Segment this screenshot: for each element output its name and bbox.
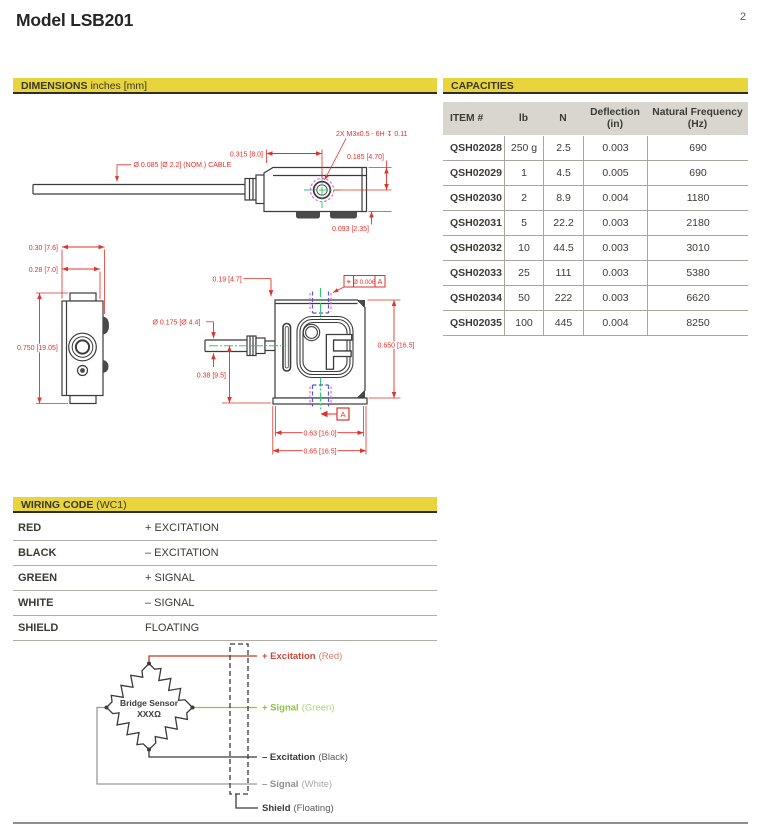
excitation-pos-wire: [149, 656, 257, 664]
wiring-section-header: [13, 497, 437, 513]
signal-pos-label: + Signal (Green): [262, 702, 335, 714]
wiring-header-label: WIRING CODE: [21, 499, 94, 511]
wire-function: + SIGNAL: [145, 571, 195, 584]
excitation-neg-label: – Excitation (Black): [262, 752, 348, 763]
dim-label-0750: 0.750 [19.05]: [17, 345, 58, 352]
cell-item: QSH02028: [450, 142, 502, 154]
wire-color: SHIELD: [18, 621, 59, 634]
excitation-neg-wire: [149, 750, 257, 758]
fcf-tolerance-value: Ø 0.006: [352, 278, 376, 286]
dim-label-0093: 0.093 [2.35]: [332, 226, 369, 233]
wiring-row: [13, 616, 437, 641]
cell-item: QSH02030: [450, 192, 502, 204]
dim-label-0175: Ø 0.175 [Ø 4.4]: [152, 319, 201, 327]
dim-label-065: 0.65 [16.5]: [303, 448, 337, 456]
table-row: QSH02032 10 44.5 0.003 3010: [443, 236, 748, 261]
futek-logo-letter: F: [323, 324, 354, 380]
dim-label-030: 0.30 [7.6]: [28, 244, 58, 252]
wiring-row: [13, 566, 437, 591]
wiring-row: [13, 541, 437, 566]
capacities-section-header: [443, 78, 748, 94]
wire-color: BLACK: [18, 546, 57, 559]
page-title: Model LSB201: [16, 10, 134, 30]
bridge-circuit-diagram: [13, 640, 437, 820]
column-header-frequency: Natural Frequency (Hz): [652, 106, 743, 130]
wire-function: – EXCITATION: [145, 546, 219, 559]
cell-item: QSH02031: [450, 217, 502, 229]
signal-neg-label: – Signal (White): [262, 779, 333, 790]
dim-label-0650: 0.650 [16.5]: [377, 342, 415, 350]
cell-item: QSH02032: [450, 242, 502, 254]
dim-label-019: 0.19 [4.7]: [212, 276, 242, 284]
bridge-ohms-label: XXXΩ: [137, 709, 161, 719]
datum-flag: [321, 408, 350, 420]
capacities-table: [443, 102, 748, 336]
table-row: QSH02034 50 222 0.003 6620: [443, 286, 748, 311]
dim-label-038: 0.38 [9.5]: [196, 372, 226, 380]
table-row: QSH02030 2 8.9 0.004 1180: [443, 186, 748, 211]
cell-item: QSH02035: [450, 317, 502, 329]
wiring-table: [13, 516, 437, 641]
shield-label: Shield (Floating): [262, 803, 334, 814]
dim-label-0315: 0.315 [8.0]: [229, 151, 263, 159]
bridge-sensor-label: Bridge Sensor: [119, 698, 179, 708]
column-header-deflection: Deflection (in): [590, 106, 640, 130]
end-view: [17, 245, 109, 404]
feature-control-frame: [333, 276, 385, 293]
top-view: [33, 130, 408, 233]
page-number: 2: [739, 11, 746, 23]
page-bottom-rule: [13, 822, 748, 824]
cell-item: QSH02029: [450, 167, 502, 179]
cable-shield-boundary: [230, 644, 248, 794]
wiring-row: [13, 591, 437, 616]
table-row: QSH02035 100 445 0.004 8250: [443, 311, 748, 336]
table-row: QSH02033 25 111 0.003 5380: [443, 261, 748, 286]
cell-item: QSH02034: [450, 292, 502, 304]
capacities-header-label: CAPACITIES: [451, 80, 514, 92]
table-row: QSH02031 5 22.2 0.003 2180: [443, 211, 748, 236]
wire-function: FLOATING: [145, 621, 200, 634]
column-header-item: ITEM #: [450, 112, 484, 124]
shield-wire: [236, 794, 258, 808]
table-row: QSH02028 250 g 2.5 0.003 690: [443, 136, 748, 161]
front-view: [153, 276, 415, 456]
wire-color: GREEN: [18, 571, 58, 584]
column-header-lb: lb: [518, 112, 529, 124]
dim-label-0185: 0.185 [4.70]: [347, 153, 384, 161]
thread-callout-label: 2X M3x0.5 - 6H ↧ 0.11: [336, 131, 408, 138]
excitation-pos-label: + Excitation (Red): [262, 651, 343, 662]
datum-flag-letter: A: [340, 409, 346, 419]
column-header-n: N: [559, 112, 567, 124]
dimensions-header-label: DIMENSIONS: [21, 80, 88, 92]
position-tolerance-icon: ⌖: [346, 277, 351, 287]
capacities-header-row: [443, 102, 748, 135]
wire-color: RED: [18, 521, 42, 534]
dim-label-063: 0.63 [16.0]: [303, 430, 337, 438]
dim-label-028: 0.28 [7.0]: [28, 266, 58, 274]
signal-neg-wire: [97, 708, 257, 785]
table-row: QSH02029 1 4.5 0.005 690: [443, 161, 748, 186]
wheatstone-bridge: [102, 660, 196, 753]
cell-item: QSH02033: [450, 267, 502, 279]
fcf-datum-ref: A: [377, 278, 383, 286]
dimensions-section-header: [13, 78, 437, 94]
wire-function: – SIGNAL: [145, 596, 195, 609]
wire-color: WHITE: [18, 596, 54, 609]
dimension-drawing: [13, 100, 437, 462]
wiring-header-code: (WC1): [96, 499, 127, 511]
wire-function: + EXCITATION: [145, 521, 219, 534]
cable-callout-label: Ø 0.085 [Ø 2.2] (NOM.) CABLE: [133, 162, 232, 169]
dimensions-header-units: inches [mm]: [90, 80, 148, 92]
wiring-row: [13, 516, 437, 541]
